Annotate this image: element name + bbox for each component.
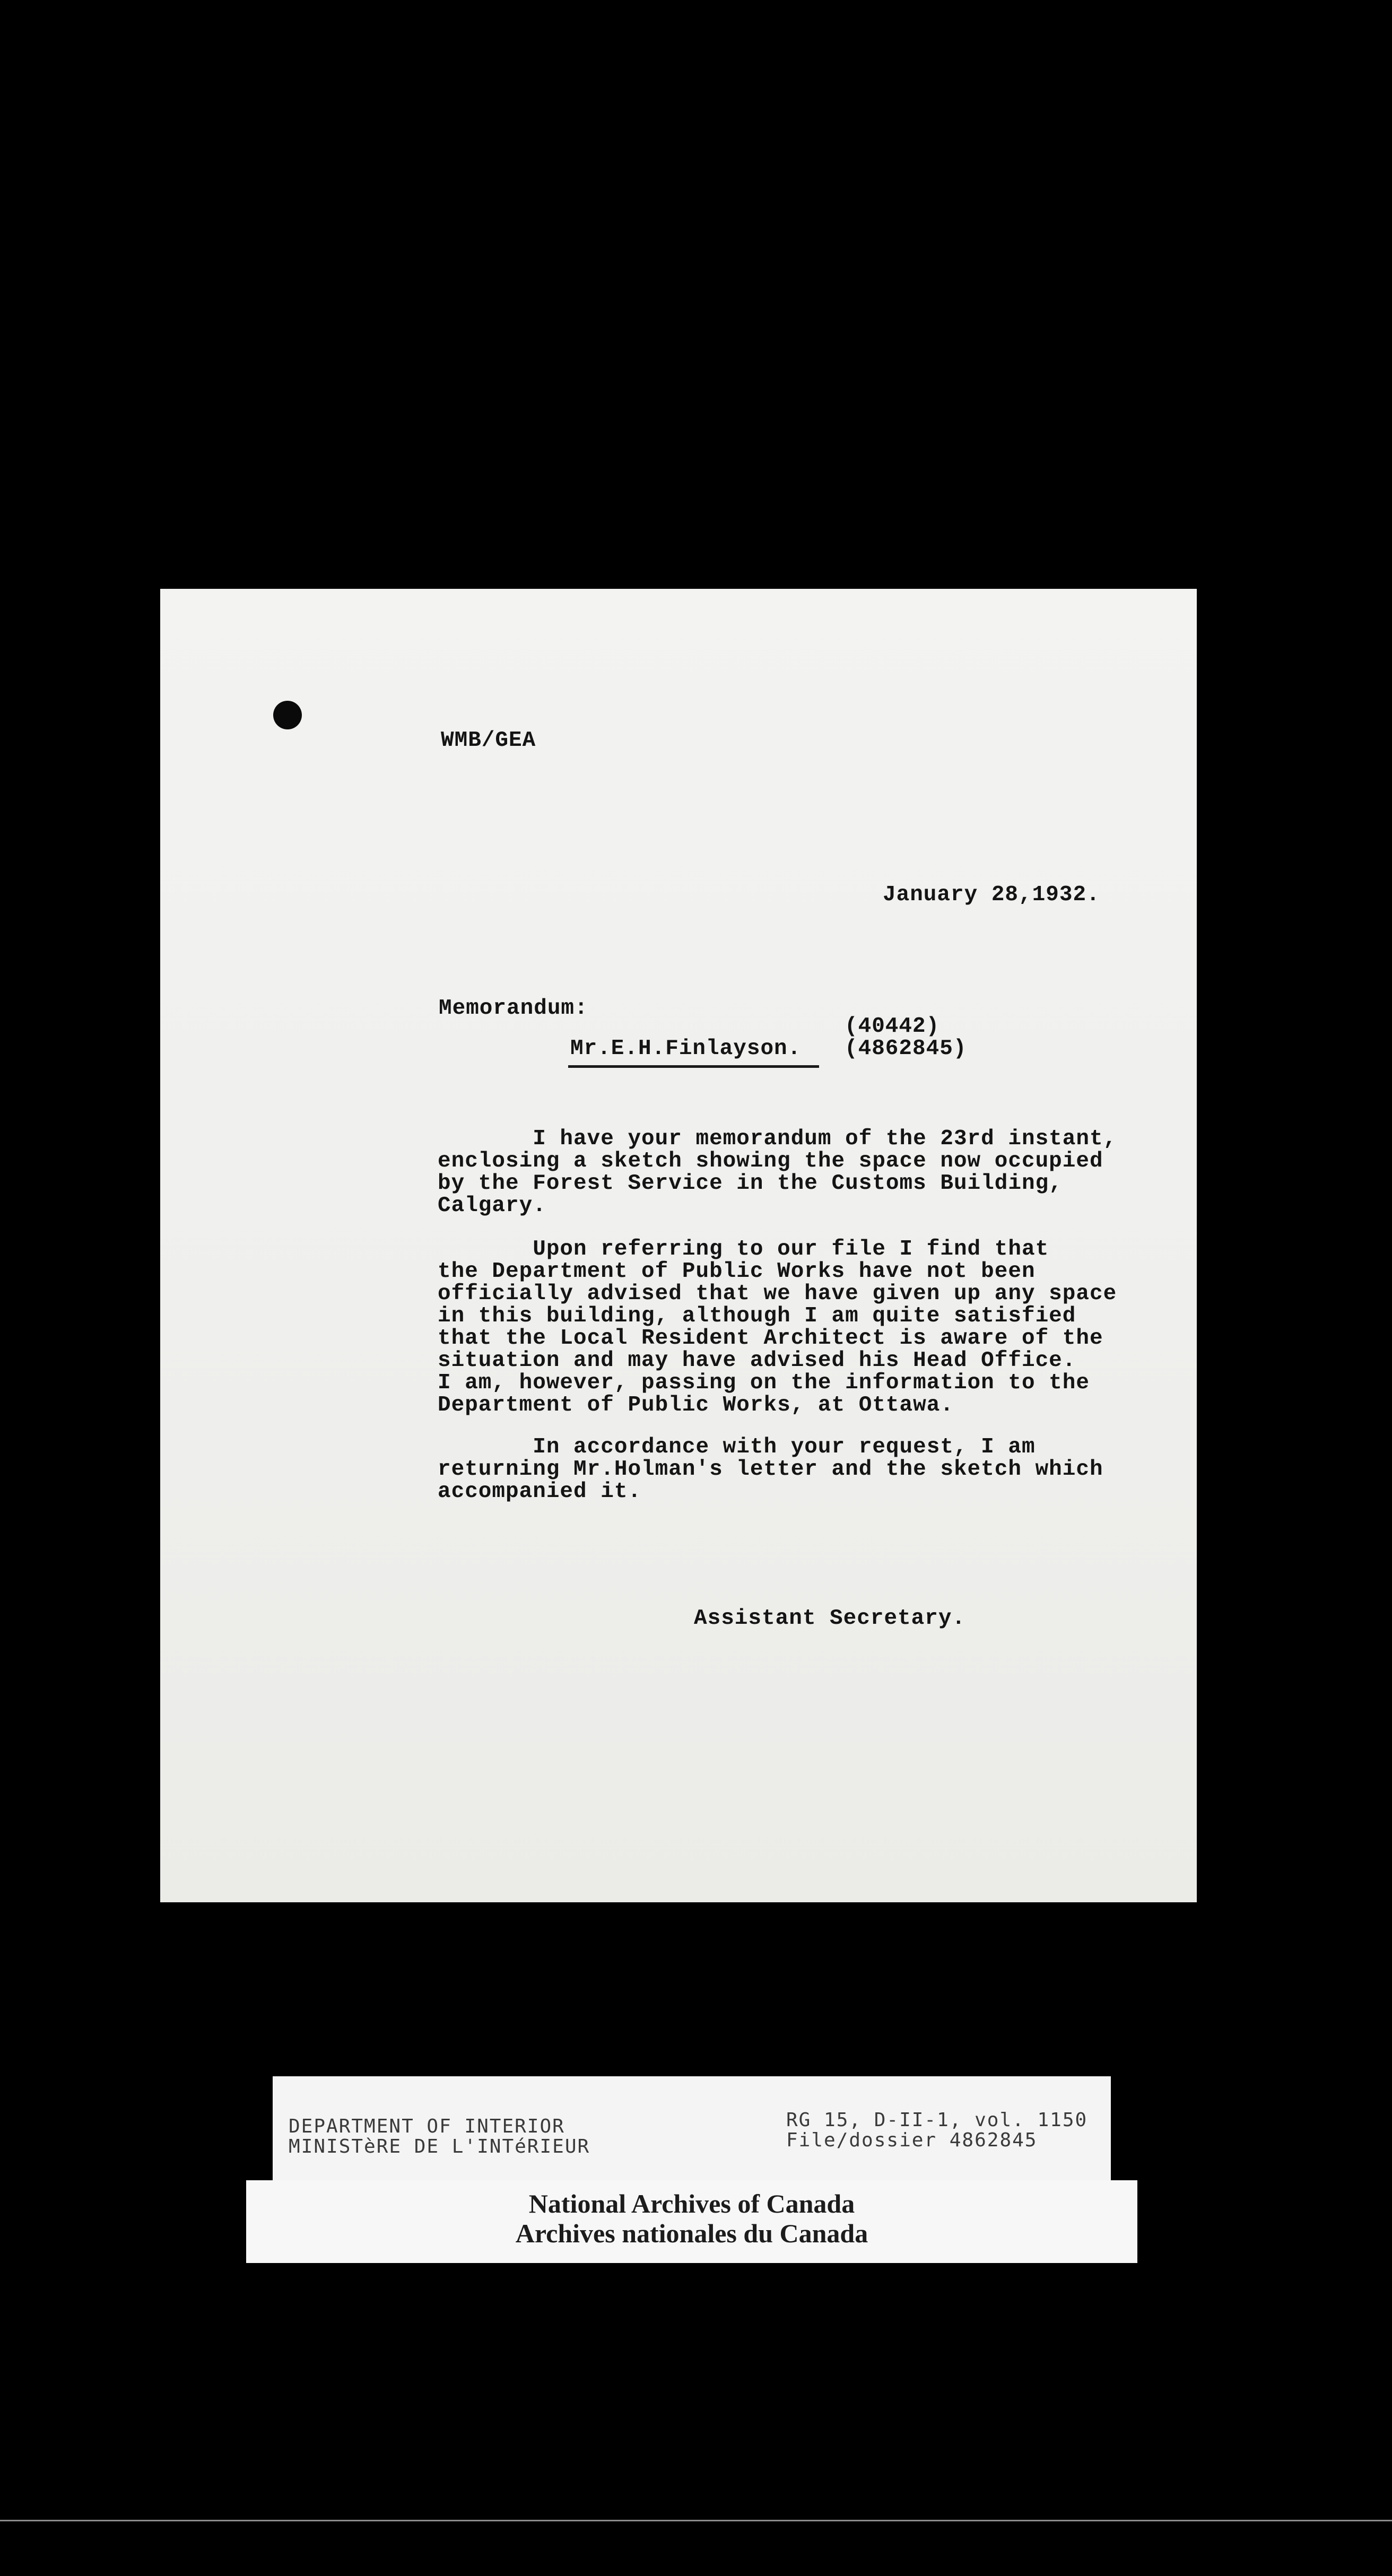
archives-name-en: National Archives of Canada — [528, 2189, 855, 2218]
text-line: I have your memorandum of the 23rd instant, — [438, 1127, 1117, 1151]
text-line: that the Local Resident Architect is aware of the — [438, 1326, 1103, 1351]
signature: Assistant Secretary. — [694, 1606, 966, 1631]
text-line: situation and may have advised his Head Office. — [438, 1348, 1076, 1373]
department-name-en: DEPARTMENT OF INTERIOR — [289, 2116, 565, 2137]
archives-name-fr: Archives nationales du Canada — [515, 2218, 868, 2248]
film-edge-line — [0, 2520, 1392, 2521]
typist-initials: WMB/GEA — [441, 728, 536, 753]
addressee-underline — [568, 1065, 819, 1068]
text-line: returning Mr.Holman's letter and the sketch which — [438, 1457, 1103, 1482]
department-name-fr: MINISTèRE DE L'INTéRIEUR — [289, 2136, 590, 2157]
record-group: RG 15, D-II-1, vol. 1150 — [786, 2109, 1088, 2131]
letter-sheet — [160, 589, 1197, 1902]
file-numbers — [845, 1015, 967, 1060]
paragraph-2 — [438, 1238, 1117, 1416]
text-line: officially advised that we have given up any space — [438, 1282, 1117, 1306]
addressee: Mr.E.H.Finlayson. — [570, 1037, 802, 1061]
file-number: (40442) — [845, 1014, 940, 1039]
text-line: the Department of Public Works have not been — [438, 1259, 1036, 1284]
text-line: enclosing a sketch showing the space now occupied — [438, 1149, 1103, 1173]
text-line: in this building, although I am quite satisfied — [438, 1304, 1076, 1328]
department-names — [289, 2117, 590, 2157]
text-line: by the Forest Service in the Customs Building, — [438, 1171, 1063, 1196]
paragraph-3 — [438, 1436, 1103, 1503]
paragraph-1 — [438, 1128, 1117, 1217]
text-line: Department of Public Works, at Ottawa. — [438, 1393, 954, 1417]
archives-label — [246, 2180, 1137, 2263]
department-label — [273, 2076, 1111, 2180]
file-number: (4862845) — [845, 1037, 967, 1061]
text-line: Upon referring to our file I find that — [438, 1237, 1049, 1261]
punch-hole — [273, 701, 302, 729]
text-line: Calgary. — [438, 1194, 546, 1218]
letter-date: January 28,1932. — [883, 883, 1100, 907]
text-line: accompanied it. — [438, 1480, 642, 1504]
file-dossier: File/dossier 4862845 — [786, 2129, 1038, 2151]
memo-label: Memorandum: — [439, 996, 588, 1021]
text-line: I am, however, passing on the information to the — [438, 1371, 1090, 1395]
archival-reference — [786, 2110, 1088, 2151]
text-line: In accordance with your request, I am — [438, 1435, 1036, 1459]
